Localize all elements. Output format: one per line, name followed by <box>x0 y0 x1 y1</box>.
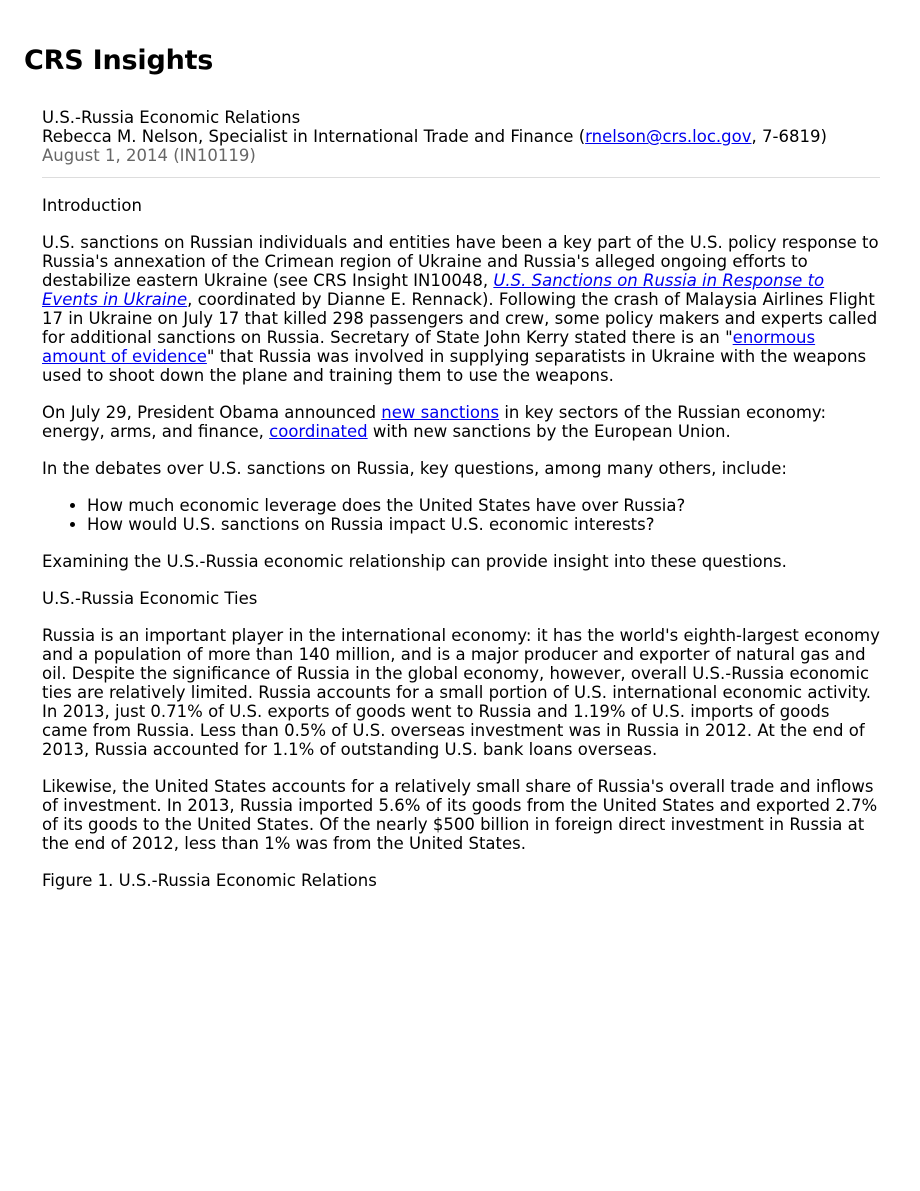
paragraph-russia-role: Russia is an important player in the international economy: it has the world's eighth-largest economy and a population of more than 140 million, and is a major producer and exporter of natural gas and oil. Despite the significance of Russia in the global economy, however, overall U.S.-Russia economic ties are relatively limited. Russia accounts for a small portion of U.S. international economic activity. In 2013, just 0.71% of U.S. exports of goods went to Russia and 1.19% of U.S. imports of goods came from Russia. Less than 0.5% of U.S. overseas investment was in Russia in 2012. At the end of 2013, Russia accounted for 1.1% of outstanding U.S. bank loans overseas. <box>42 626 880 759</box>
link-crs-insight-sanctions[interactable]: U.S. Sanctions on Russia in Response to Events in Ukraine <box>42 271 825 309</box>
link-enormous-evidence[interactable]: enormous amount of evidence <box>42 328 816 366</box>
paragraph-key-questions: In the debates over U.S. sanctions on Russia, key questions, among many others, include: <box>42 459 787 478</box>
publication-date: August 1, 2014 (IN10119) <box>42 146 256 165</box>
paragraph-text: , coordinated by Dianne E. Rennack). Following the crash of Malaysia Airlines Flight 17 in Ukraine on July 17 that killed 298 passengers and crew, some policy makers and experts called for additional sanctions on Russia. Secretary of State John Kerry stated there is an " <box>42 290 878 347</box>
paragraph-text: with new sanctions by the European Union. <box>367 422 731 441</box>
section-heading-economic-ties: U.S.-Russia Economic Ties <box>42 589 258 608</box>
paragraph-text: in key sectors of the Russian economy: energy, arms, and finance, <box>42 403 827 441</box>
paragraph-text: U.S. sanctions on Russian individuals and entities have been a key part of the U.S. policy response to Russia's annexation of the Crimean region of Ukraine and Russia's alleged ongoing efforts to destabilize eastern Ukraine (see CRS Insight IN10048, <box>42 233 879 290</box>
figure-caption: Figure 1. U.S.-Russia Economic Relations <box>42 871 377 890</box>
paragraph-us-share: Likewise, the United States accounts for a relatively small share of Russia's overall trade and inflows of investment. In 2013, Russia imported 5.6% of its goods from the United States and exported 2.7% of its goods to the United States. Of the nearly $500 billion in foreign direct investment in Russia at the end of 2012, less than 1% was from the United States. <box>42 777 878 853</box>
link-new-sanctions[interactable]: new sanctions <box>381 403 500 422</box>
article-meta <box>42 108 880 165</box>
author-text: Rebecca M. Nelson, Specialist in International Trade and Finance ( <box>42 127 586 146</box>
section-heading-introduction: Introduction <box>42 196 142 215</box>
questions-list <box>42 496 880 534</box>
paragraph-new-sanctions <box>42 403 880 441</box>
author-line <box>42 127 880 146</box>
author-phone: , 7-6819) <box>751 127 827 146</box>
list-item: • How would U.S. sanctions on Russia impact U.S. economic interests? <box>87 515 880 534</box>
paragraph-text: " that Russia was involved in supplying separatists in Ukraine with the weapons used to shoot down the plane and training them to use the weapons. <box>42 347 867 385</box>
article-title: U.S.-Russia Economic Relations <box>42 108 301 127</box>
paragraph-text: On July 29, President Obama announced <box>42 403 382 422</box>
author-email-link[interactable]: rnelson@crs.loc.gov <box>585 127 752 146</box>
site-title: CRS Insights <box>24 45 214 76</box>
paragraph-examining: Examining the U.S.-Russia economic relationship can provide insight into these questions. <box>42 552 787 571</box>
list-item: • How much economic leverage does the United States have over Russia? <box>87 496 880 515</box>
paragraph-sanctions-context <box>42 233 880 385</box>
divider <box>42 177 880 178</box>
link-coordinated[interactable]: coordinated <box>269 422 368 441</box>
article <box>42 108 880 908</box>
